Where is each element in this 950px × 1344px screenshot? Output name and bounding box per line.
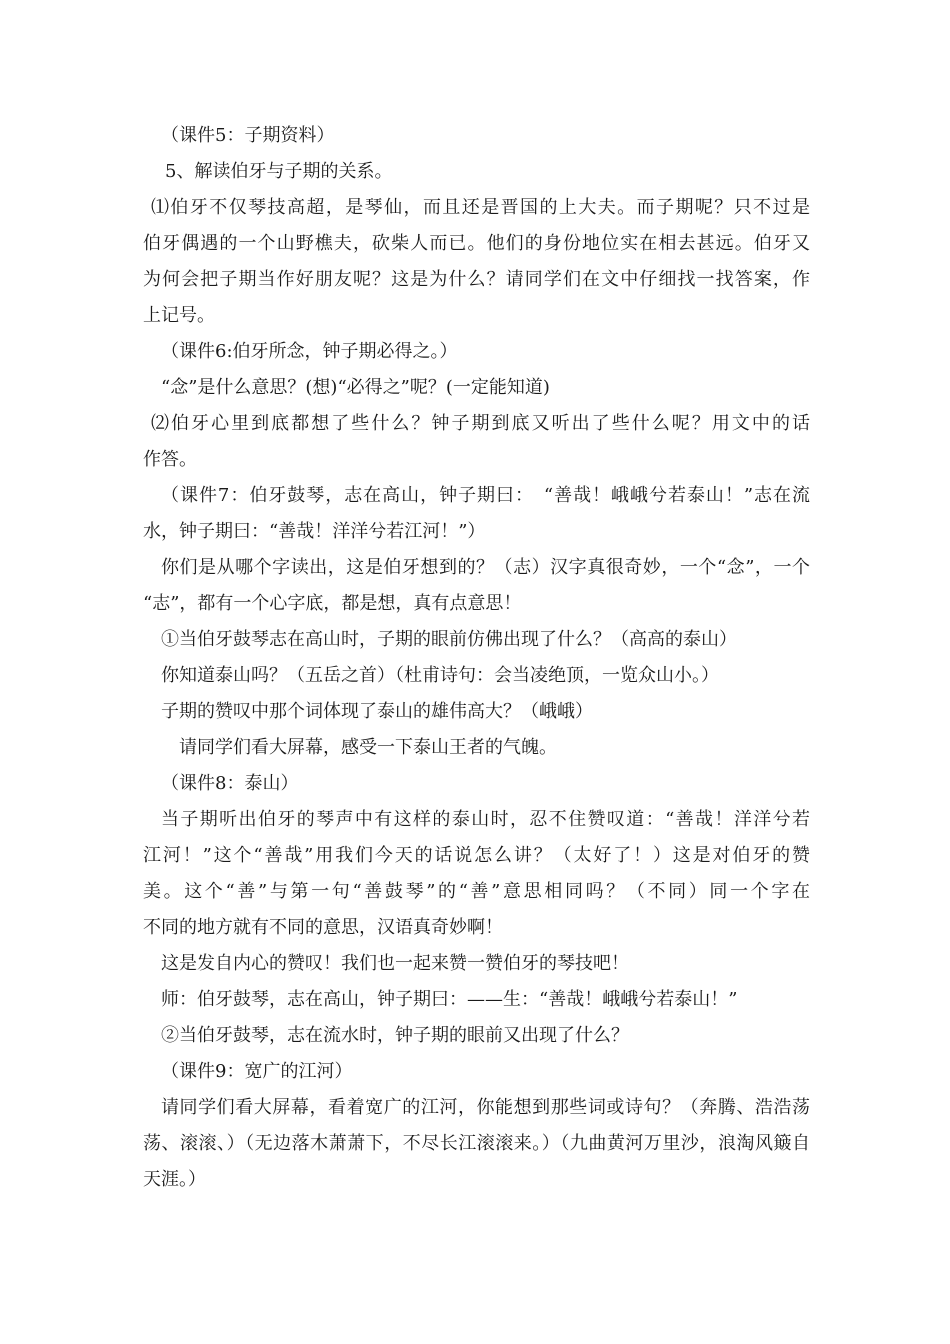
text-line: 美。这个“善”与第一句“善鼓琴”的“善”意思相同吗？（不同）同一个字在 (143, 881, 810, 902)
text-line: 为何会把子期当作好朋友呢？这是为什么？请同学们在文中仔细找一找答案，作 (143, 269, 810, 290)
text-line: “念”是什么意思？(想)“必得之”呢？(一定能知道) (161, 377, 550, 398)
text-line: 你们是从哪个字读出，这是伯牙想到的？（志）汉字真很奇妙，一个“念”，一个 (161, 557, 810, 578)
text-line: 这是发自内心的赞叹！我们也一起来赞一赞伯牙的琴技吧！ (161, 953, 629, 974)
text-line: 子期的赞叹中那个词体现了泰山的雄伟高大？（峨峨） (161, 701, 593, 722)
text-line: 请同学们看大屏幕，看着宽广的江河，你能想到那些词或诗句？（奔腾、浩浩荡 (161, 1097, 810, 1118)
text-line: 荡、滚滚、）（无边落木萧萧下，不尽长江滚滚来。）（九曲黄河万里沙，浪淘风簸自 (143, 1133, 810, 1154)
text-line: “志”，都有一个心字底，都是想，真有点意思！ (143, 593, 522, 614)
text-line: ⑵伯牙心里到底都想了些什么？钟子期到底又听出了些什么呢？用文中的话 (151, 413, 810, 434)
text-line: 江河！”这个“善哉”用我们今天的话说怎么讲？（太好了！）这是对伯牙的赞 (143, 845, 810, 866)
text-line: （课件6:伯牙所念，钟子期必得之。） (161, 341, 458, 362)
text-line: 作答。 (143, 449, 197, 470)
text-line: （课件5：子期资料） (161, 125, 335, 146)
text-line: ①当伯牙鼓琴志在高山时，子期的眼前仿佛出现了什么？（高高的泰山） (161, 629, 737, 650)
text-line: （课件7：伯牙鼓琴，志在高山，钟子期曰： “善哉！峨峨兮若泰山！”志在流 (161, 485, 810, 506)
text-line: （课件9：宽广的江河） (161, 1061, 353, 1082)
text-line: 伯牙偶遇的一个山野樵夫，砍柴人而已。他们的身份地位实在相去甚远。伯牙又 (143, 233, 810, 254)
text-line: 上记号。 (143, 305, 215, 326)
section-heading: 5、解读伯牙与子期的关系。 (165, 161, 393, 182)
text-line: 师：伯牙鼓琴，志在高山，钟子期曰：——生：“善哉！峨峨兮若泰山！” (161, 989, 738, 1010)
text-line: 当子期听出伯牙的琴声中有这样的泰山时，忍不住赞叹道：“善哉！洋洋兮若 (161, 809, 810, 830)
text-line: 水，钟子期曰：“善哉！洋洋兮若江河！”） (143, 521, 486, 542)
text-line: 你知道泰山吗？（五岳之首）（杜甫诗句：会当凌绝顶，一览众山小。） (161, 665, 719, 686)
text-line: ⑴伯牙不仅琴技高超，是琴仙，而且还是晋国的上大夫。而子期呢？只不过是 (151, 197, 810, 218)
text-line: （课件8：泰山） (161, 773, 299, 794)
document-body (143, 118, 810, 1198)
text-line: 请同学们看大屏幕，感受一下泰山王者的气魄。 (179, 737, 557, 758)
text-line: 天涯。） (143, 1169, 206, 1190)
text-line: ②当伯牙鼓琴，志在流水时，钟子期的眼前又出现了什么？ (161, 1025, 629, 1046)
text-line: 不同的地方就有不同的意思，汉语真奇妙啊！ (143, 917, 503, 938)
